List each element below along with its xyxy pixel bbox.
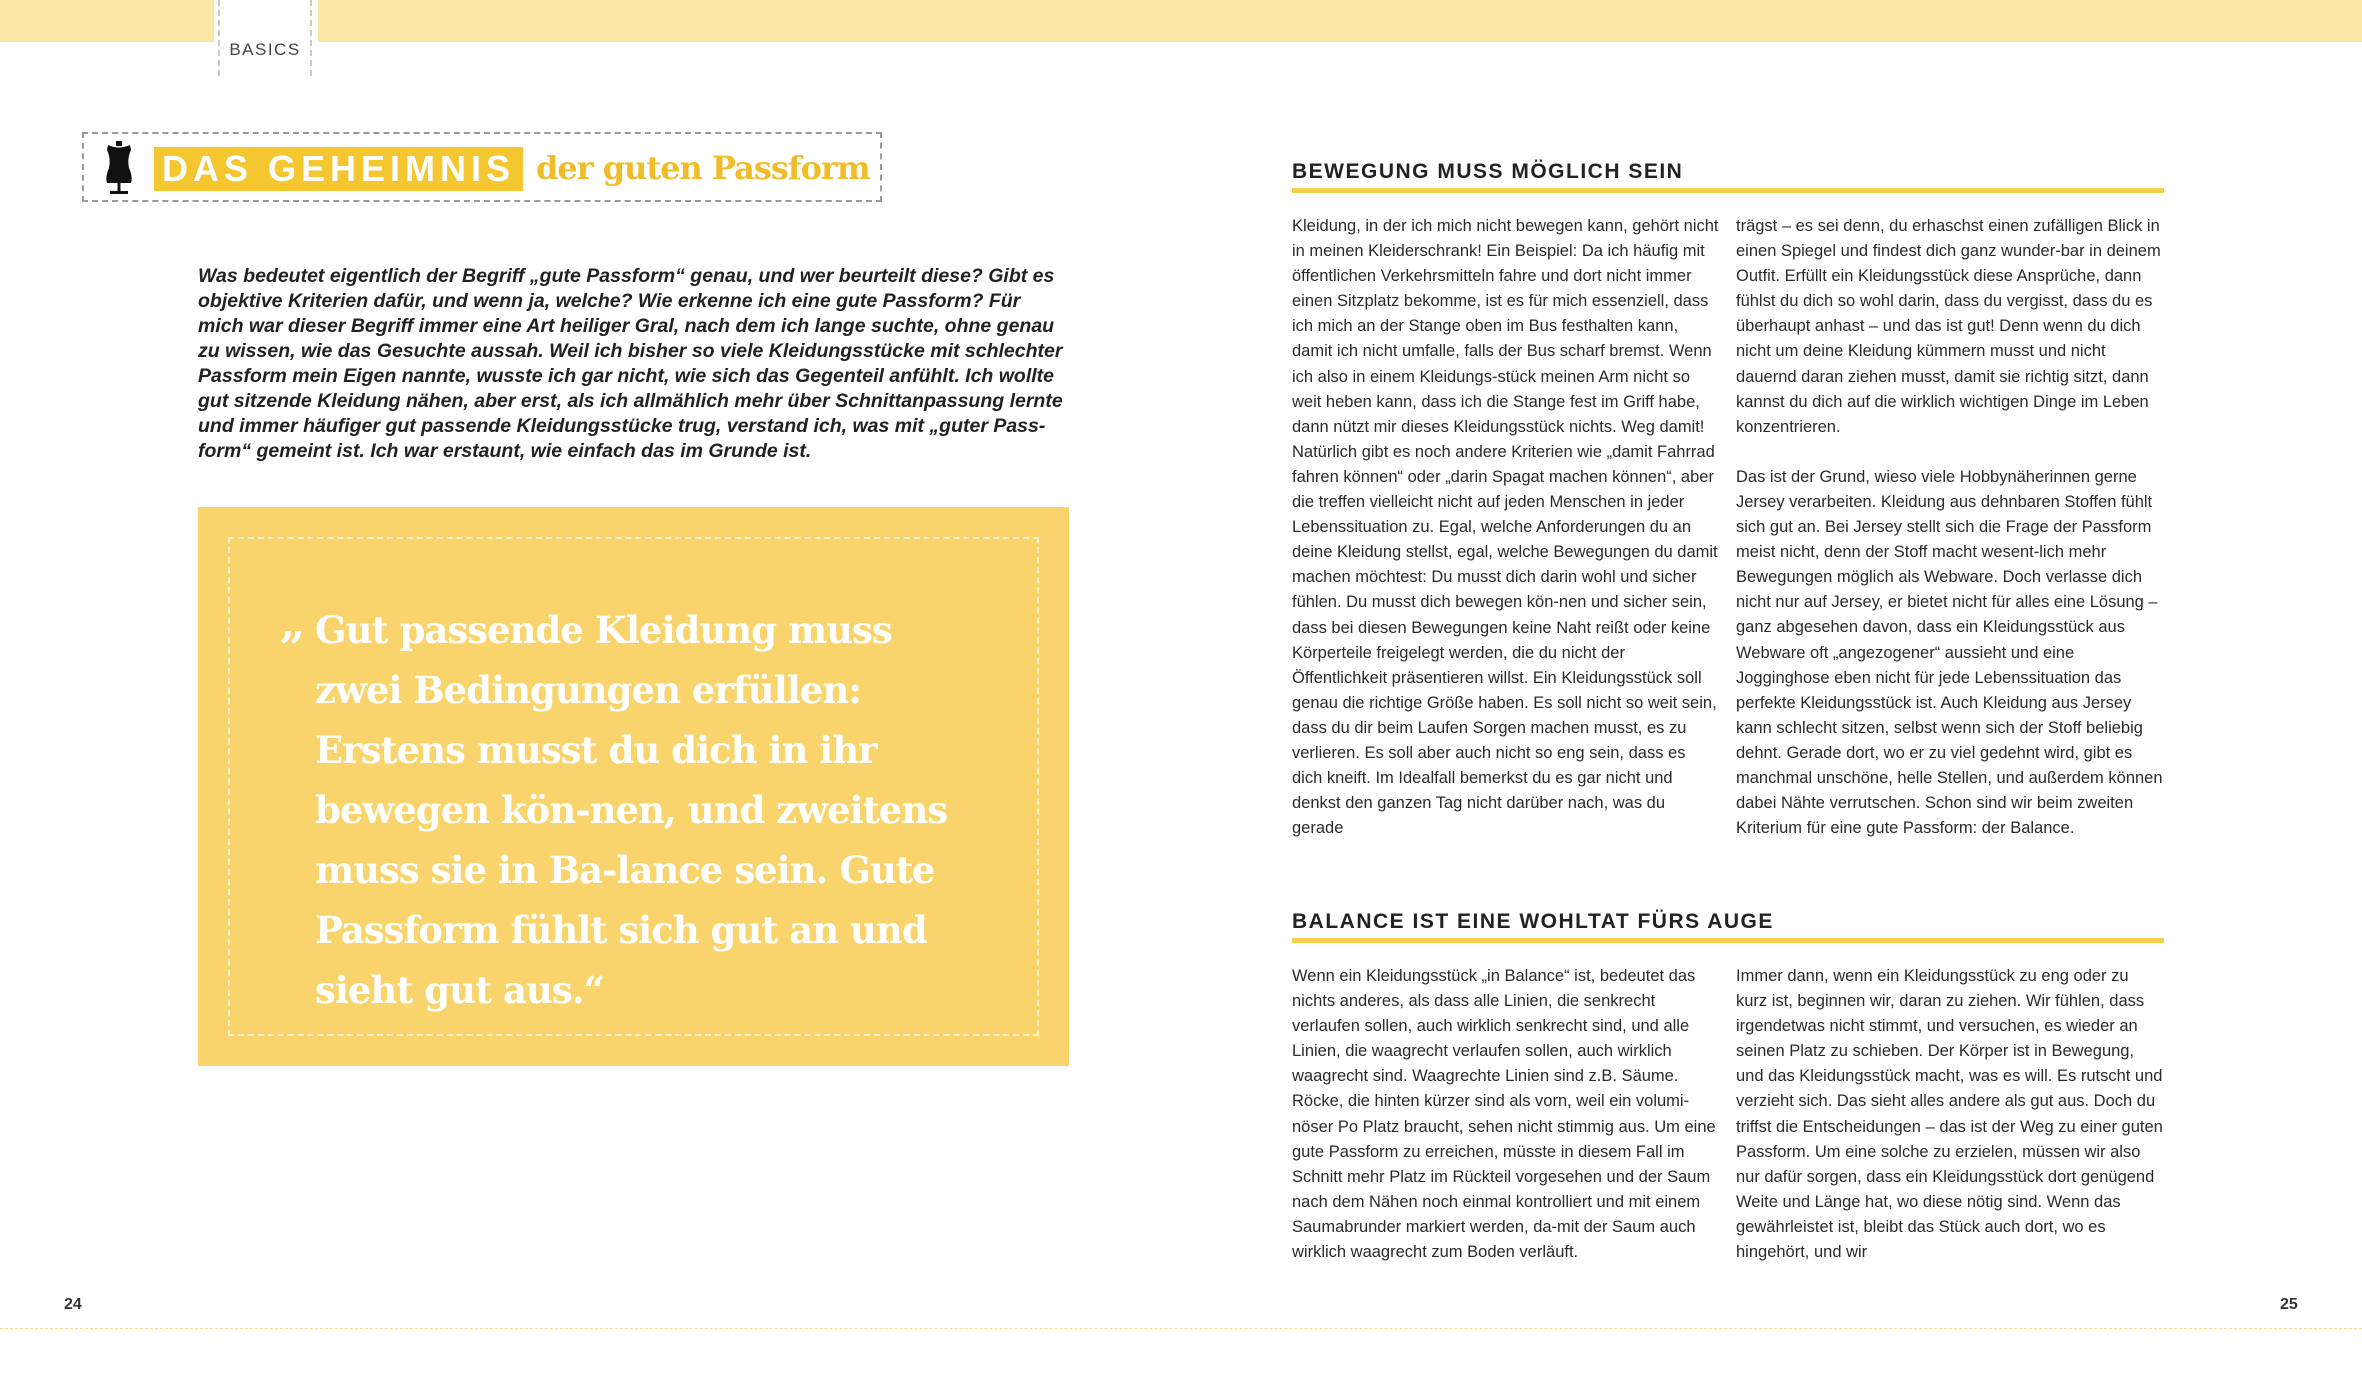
dress-form-icon (98, 141, 140, 197)
bottom-divider (0, 1328, 2362, 1329)
chapter-title-highlight: DAS GEHEIMNIS (154, 147, 523, 191)
section1-right-paragraph-2: Das ist der Grund, wieso viele Hobbynäherinnen gerne Jersey verarbeiten. Kleidung aus dehnbaren Stoffen fühlt sich gut an. Bei Jersey stellt sich die Frage der Passform meist nicht, denn der Stoff macht wesent-lich mehr Bewegungen möglich als Webware. Doch verlasse dich nicht nur auf Jersey, er bietet nicht für alles eine Lösung – ganz abgesehen davon, dass ein Kleidungsstück aus Webware oft „angezogener“ aussieht und eine Jogginghose eben nicht für jede Lebenssituation das perfekte Kleidungsstück ist. Auch Kleidung aus Jersey kann schlecht sitzen, selbst wenn sich der Stoff beliebig dehnt. Gerade dort, wo er zu viel gedehnt wird, gibt es manchmal unschöne, helle Stellen, und außerdem können dabei Nähte verrutschen. Schon sind wir beim zweiten Kriterium für eine gute Passform: der Balance. (1736, 467, 2163, 838)
heading-balance: BALANCE IST EINE WOHLTAT FÜRS AUGE (1292, 910, 2164, 943)
section1-column-left (1292, 214, 1720, 841)
section2-column-right (1736, 964, 2164, 1265)
quote-open-mark: „ (280, 598, 306, 649)
section2-right-paragraph: Immer dann, wenn ein Kleidungsstück zu eng oder zu kurz ist, beginnen wir, daran zu ziehen. Wir fühlen, dass irgendetwas nicht stimmt, und versuchen, es wieder an seinen Platz zu schieben. Der Körper ist in Bewegung, und das Kleidungsstück macht, was es will. Es rutscht und verzieht sich. Das sieht alles andere als gut aus. Doch du triffst die Entscheidungen – das ist der Weg zu einer guten Passform. Um eine solche zu erzielen, müssen wir also nur dafür sorgen, dass ein Kleidungsstück dort genügend Weite und Länge hat, wo diese nötig sind. Wenn das gewährleistet ist, bleibt das Stück auch dort, wo es hingehört, und wir (1736, 967, 2163, 1262)
page-number-left: 24 (64, 1296, 82, 1313)
section1-right-paragraph-1: trägst – es sei denn, du erhaschst einen zufälligen Blick in einen Spiegel und findest dich ganz wunder-bar in deinem Outfit. Erfüllt ein Kleidungsstück diese Ansprüche, dann fühlst du dich so wohl darin, dass du vergisst, dass du es überhaupt anhast – und das ist gut! Denn wenn du dich nicht um deine Kleidung kümmern musst und nicht dauernd daran ziehen musst, damit sie richtig sitzt, dann kannst du dich auf die wirklich wichtigen Dinge im Leben konzentrieren. (1736, 217, 2161, 436)
chapter-title-rest: der guten Passform (536, 149, 870, 187)
top-band-right (318, 0, 2362, 42)
section-tab (218, 0, 312, 76)
top-band-left (0, 0, 214, 42)
section1-column-right (1736, 214, 2164, 841)
section1-left-paragraph: Kleidung, in der ich mich nicht bewegen kann, gehört nicht in meinen Kleiderschrank! Ein Beispiel: Da ich häufig mit öffentlichen Verkehrsmitteln fahre und dort nicht immer einen Sitzplatz bekomme, ist es für mich essenziell, dass ich mich an der Stange oben im Bus festhalten kann, damit ich nicht umfalle, falls der Bus scharf bremst. Wenn ich also in einem Kleidungs-stück meinen Arm nicht so weit heben kann, dass ich die Stange fest im Griff habe, dann nützt mir dieses Kleidungsstück nichts. Weg damit! Natürlich gibt es noch andere Kriterien wie „damit Fahrrad fahren können“ oder „darin Spagat machen können“, aber die treffen vielleicht nicht auf jeden Menschen in jeder Lebenssituation zu. Egal, welche Anforderungen du an deine Kleidung stellst, egal, welche Bewegungen du damit machen möchtest: Du musst dich darin wohl und sicher fühlen. Du musst dich bewegen kön-nen und sicher sein, dass bei diesen Bewegungen keine Naht reißt oder keine Körperteile freigelegt werden, die du nicht der Öffentlichkeit präsentieren willst. Ein Kleidungsstück soll genau die richtige Größe haben. Es soll nicht so weit sein, dass du dir beim Laufen Sorgen machen musst, es zu verlieren. Es soll aber auch nicht so eng sein, dass es dich kneift. Im Idealfall bemerkst du es gar nicht und denkst den ganzen Tag nicht darüber nach, was du gerade (1292, 217, 1719, 838)
pull-quote-text: Gut passende Kleidung muss zwei Bedingungen erfüllen: Erstens musst du dich in ihr bewegen kön-nen, und zweitens muss sie in Ba-lance sein. Gute Passform fühlt sich gut an und sieht gut aus.“ (315, 608, 948, 1012)
section2-column-left (1292, 964, 1720, 1265)
section2-left-paragraph: Wenn ein Kleidungsstück „in Balance“ ist, bedeutet das nichts anderes, als dass alle Linien, die senkrecht verlaufen sollen, auch wirklich senkrecht sind, und alle Linien, die waagrecht verlaufen sollen, auch wirklich waagrecht sind. Waagrechte Linien sind z.B. Säume. Röcke, die hinten kürzer sind als vorn, weil ein volumi-nöser Po Platz braucht, sehen nicht stimmig aus. Um eine gute Passform zu erreichen, müsste in diesem Fall im Schnitt mehr Platz im Rückteil vorgesehen und der Saum nach dem Nähen noch einmal kontrolliert und mit einem Saumabrunder markiert werden, da-mit der Saum auch wirklich waagrecht zum Boden verläuft. (1292, 967, 1716, 1262)
heading-bewegung: BEWEGUNG MUSS MÖGLICH SEIN (1292, 160, 2164, 193)
intro-paragraph: Was bedeutet eigentlich der Begriff „gute Passform“ genau, und wer beurteilt diese? Gibt es objektive Kriterien dafür, und wenn ja, welche? Wie erkenne ich eine gute Passform? Für mich war dieser Begriff immer eine Art heiliger Gral, nach dem ich lange suchte, ohne genau zu wissen, wie das Gesuchte aussah. Weil ich bisher so viele Kleidungsstücke mit schlechter Passform mein Eigen nannte, wusste ich gar nicht, wie sich das Gegenteil anfühlt. Ich wollte gut sitzende Kleidung nähen, aber erst, als ich allmählich mehr über Schnittanpassung lernte und immer häufiger gut passende Kleidungsstücke trug, verstand ich, was mit „guter Pass-form“ gemeint ist. Ich war erstaunt, wie einfach das im Grunde ist. (198, 265, 1063, 462)
page-number-right: 25 (2280, 1296, 2298, 1313)
chapter-title-box (82, 132, 882, 202)
section-tab-label: BASICS (229, 40, 301, 59)
